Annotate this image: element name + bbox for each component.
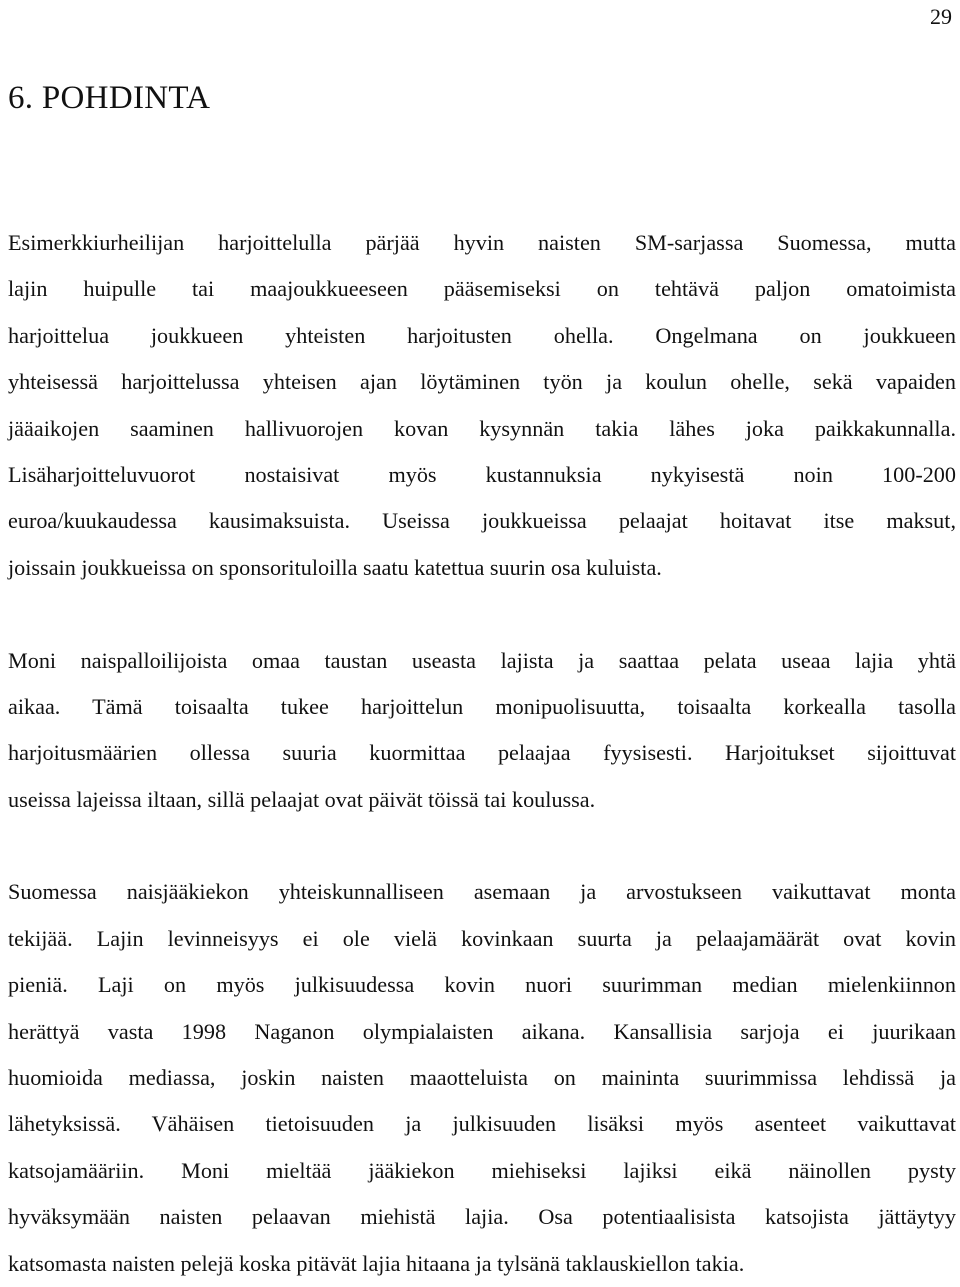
paragraph-2: [8, 638, 956, 824]
paragraph-spacer: [8, 823, 956, 869]
paragraph-spacer: [8, 591, 956, 637]
text-line: joissain joukkueissa on sponsorituloilla saatu katettua suurin osa kuluista.: [8, 554, 662, 580]
text-line: katsomasta naisten pelejä koska pitävät lajia hitaana ja tylsänä taklauskiellon takia.: [8, 1250, 745, 1276]
text-line: jääaikojen saaminen hallivuorojen kovan kysynnän takia lähes joka paikkakunnalla.: [8, 415, 956, 441]
document-body: [8, 220, 956, 1287]
paragraph-3: [8, 869, 956, 1287]
text-line: katsojamääriin. Moni mieltää jääkiekon miehiseksi lajiksi eikä näinollen pysty: [8, 1157, 956, 1183]
text-line: yhteisessä harjoittelussa yhteisen ajan löytäminen työn ja koulun ohelle, sekä vapaiden: [8, 369, 956, 395]
text-line: pieniä. Laji on myös julkisuudessa kovin nuori suurimman median mielenkiinnon: [8, 972, 956, 998]
text-line: Esimerkkiurheilijan harjoittelulla pärjää hyvin naisten SM-sarjassa Suomessa, mutta: [8, 230, 956, 255]
text-line: euroa/kuukaudessa kausimaksuista. Useissa joukkueissa pelaajat hoitavat itse maksut,: [8, 508, 956, 534]
page-number: 29: [930, 4, 952, 29]
text-line: lähetyksissä. Vähäisen tietoisuuden ja julkisuuden lisäksi myös asenteet vaikuttavat: [8, 1111, 956, 1137]
text-line: aikaa. Tämä toisaalta tukee harjoittelun monipuolisuutta, toisaalta korkealla tasolla: [8, 693, 956, 719]
text-line: herättyä vasta 1998 Naganon olympialaisten aikana. Kansallisia sarjoja ei juurikaan: [8, 1018, 956, 1044]
text-line: tekijää. Lajin levinneisyys ei ole vielä kovinkaan suurta ja pelaajamäärät ovat kovin: [8, 925, 956, 951]
text-line: Suomessa naisjääkiekon yhteiskunnalliseen asemaan ja arvostukseen vaikuttavat monta: [8, 879, 956, 905]
text-line: useissa lajeissa iltaan, sillä pelaajat ovat päivät töissä tai koulussa.: [8, 786, 596, 812]
text-line: Moni naispalloilijoista omaa taustan useasta lajista ja saattaa pelata useaa lajia yhtä: [8, 647, 956, 673]
text-line: harjoittelua joukkueen yhteisten harjoitusten ohella. Ongelmana on joukkueen: [8, 322, 956, 348]
text-line: lajin huipulle tai maajoukkueeseen pääsemiseksi on tehtävä paljon omatoimista: [8, 276, 956, 302]
text-line: harjoitusmäärien ollessa suuria kuormittaa pelaajaa fyysisesti. Harjoitukset sijoittuvat: [8, 740, 956, 766]
text-line: huomioida mediassa, joskin naisten maaotteluista on maininta suurimmissa lehdissä ja: [8, 1065, 956, 1091]
text-line: Lisäharjoitteluvuorot nostaisivat myös kustannuksia nykyisestä noin 100-200: [8, 461, 956, 487]
section-heading: 6. POHDINTA: [8, 80, 211, 116]
paragraph-1: [8, 220, 956, 591]
text-line: hyväksymään naisten pelaavan miehistä lajia. Osa potentiaalisista katsojista jättäytyy: [8, 1204, 956, 1230]
